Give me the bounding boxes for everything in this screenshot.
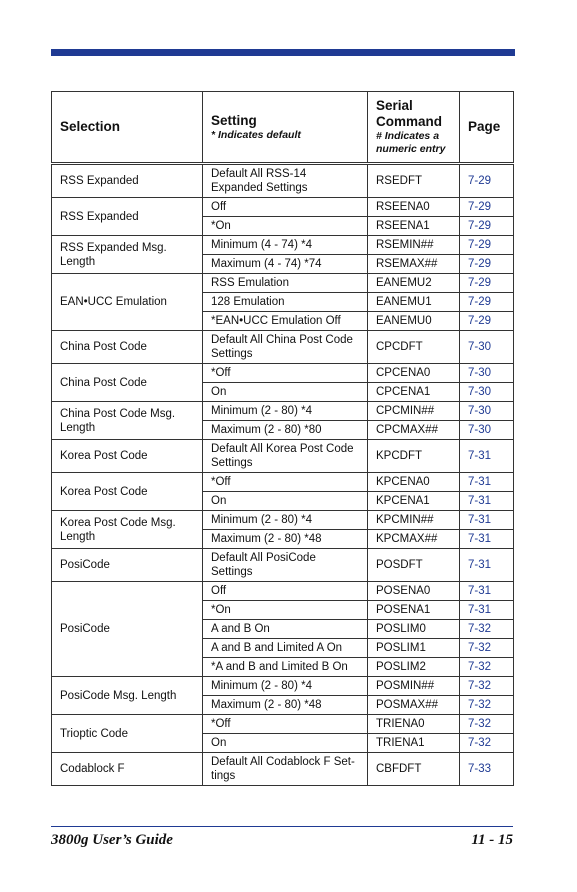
table-row [52,753,514,786]
setting-cell: *A and B and Limited B On [203,658,368,677]
table-row [52,440,514,473]
settings-table [51,91,514,786]
selection-cell: China Post Code Msg. Length [52,402,203,440]
command-cell: EANEMU2 [368,274,460,293]
page-link[interactable]: 7-32 [460,620,514,639]
selection-cell: RSS Expanded [52,164,203,198]
page-link[interactable]: 7-29 [460,236,514,255]
setting-cell: *Off [203,473,368,492]
page-link[interactable]: 7-31 [460,601,514,620]
page-link[interactable]: 7-29 [460,293,514,312]
command-cell: POSLIM1 [368,639,460,658]
selection-cell: PosiCode [52,582,203,677]
page-link[interactable]: 7-29 [460,217,514,236]
setting-cell: Minimum (2 - 80) *4 [203,402,368,421]
command-cell: RSEMAX## [368,255,460,274]
setting-cell: Default All China Post Code Settings [203,331,368,364]
footer-page-number: 11 - 15 [471,832,513,848]
setting-cell: Maximum (2 - 80) *48 [203,530,368,549]
page-link[interactable]: 7-33 [460,753,514,786]
command-cell: CPCDFT [368,331,460,364]
footer-rule [51,826,513,827]
setting-cell: Off [203,198,368,217]
command-cell: POSLIM2 [368,658,460,677]
page-link[interactable]: 7-31 [460,582,514,601]
page-link[interactable]: 7-31 [460,440,514,473]
selection-cell: Korea Post Code [52,473,203,511]
header-rule [51,49,515,56]
page-link[interactable]: 7-29 [460,164,514,198]
setting-cell: *EAN•UCC Emulation Off [203,312,368,331]
selection-cell: RSS Expanded [52,198,203,236]
command-cell: KPCDFT [368,440,460,473]
command-cell: EANEMU0 [368,312,460,331]
setting-cell: On [203,383,368,402]
page-link[interactable]: 7-29 [460,198,514,217]
command-cell: TRIENA1 [368,734,460,753]
setting-cell: *Off [203,364,368,383]
setting-cell: On [203,734,368,753]
setting-cell: Off [203,582,368,601]
setting-cell: Default All RSS-14 Expanded Settings [203,164,368,198]
table-row [52,236,514,255]
page-link[interactable]: 7-29 [460,312,514,331]
setting-cell: On [203,492,368,511]
footer-guide-title: 3800g User’s Guide [51,832,173,848]
setting-cell: RSS Emulation [203,274,368,293]
selection-cell: EAN•UCC Emulation [52,274,203,331]
setting-cell: *Off [203,715,368,734]
table-row [52,677,514,696]
command-cell: POSMAX## [368,696,460,715]
setting-cell: Maximum (4 - 74) *74 [203,255,368,274]
page-link[interactable]: 7-32 [460,696,514,715]
setting-note: * Indicates default [211,128,301,141]
setting-cell: Default All Codablock F Set-tings [203,753,368,786]
command-cell: CPCENA0 [368,364,460,383]
command-cell: KPCMIN## [368,511,460,530]
table-row [52,364,514,383]
table-row [52,198,514,217]
setting-cell: *On [203,217,368,236]
setting-cell: Maximum (2 - 80) *80 [203,421,368,440]
page-link[interactable]: 7-32 [460,658,514,677]
page-link[interactable]: 7-29 [460,255,514,274]
selection-cell: PosiCode [52,549,203,582]
table-row [52,274,514,293]
header-setting: Setting * Indicates default [203,92,368,164]
selection-cell: Korea Post Code Msg. Length [52,511,203,549]
page-link[interactable]: 7-31 [460,492,514,511]
command-cell: CBFDFT [368,753,460,786]
header-serial-command: Serial Command # Indicates a numeric entry [368,92,460,164]
command-cell: TRIENA0 [368,715,460,734]
command-cell: POSENA0 [368,582,460,601]
table-row [52,582,514,601]
command-cell: POSDFT [368,549,460,582]
command-cell: CPCMIN## [368,402,460,421]
page-link[interactable]: 7-30 [460,402,514,421]
command-cell: RSEENA1 [368,217,460,236]
command-cell: POSMIN## [368,677,460,696]
table-row [52,511,514,530]
command-cell: EANEMU1 [368,293,460,312]
page-link[interactable]: 7-32 [460,734,514,753]
page-link[interactable]: 7-32 [460,715,514,734]
command-cell: RSEDFT [368,164,460,198]
command-cell: CPCENA1 [368,383,460,402]
table-row [52,549,514,582]
setting-cell: Minimum (4 - 74) *4 [203,236,368,255]
page-link[interactable]: 7-30 [460,421,514,440]
page-link[interactable]: 7-29 [460,274,514,293]
page-link[interactable]: 7-30 [460,331,514,364]
setting-cell: *On [203,601,368,620]
page-link[interactable]: 7-31 [460,473,514,492]
command-cell: RSEENA0 [368,198,460,217]
page-link[interactable]: 7-31 [460,530,514,549]
page-link[interactable]: 7-30 [460,383,514,402]
page-link[interactable]: 7-31 [460,549,514,582]
header-selection: Selection [52,92,203,164]
selection-cell: China Post Code [52,364,203,402]
selection-cell: RSS Expanded Msg. Length [52,236,203,274]
page-link[interactable]: 7-32 [460,639,514,658]
table-row [52,331,514,364]
command-cell: CPCMAX## [368,421,460,440]
setting-cell: Minimum (2 - 80) *4 [203,677,368,696]
header-page: Page [460,92,514,164]
selection-cell: Korea Post Code [52,440,203,473]
selection-cell: China Post Code [52,331,203,364]
command-cell: RSEMIN## [368,236,460,255]
table-row [52,164,514,198]
selection-cell: Codablock F [52,753,203,786]
selection-cell: PosiCode Msg. Length [52,677,203,715]
table-row [52,473,514,492]
page-link[interactable]: 7-31 [460,511,514,530]
settings-table-wrap [51,91,513,786]
serial-note: # Indicates a numeric entry [376,130,446,155]
setting-cell: Default All PosiCode Settings [203,549,368,582]
command-cell: POSENA1 [368,601,460,620]
setting-cell: A and B On [203,620,368,639]
table-row [52,715,514,734]
selection-cell: Trioptic Code [52,715,203,753]
setting-cell: Default All Korea Post Code Settings [203,440,368,473]
setting-cell: A and B and Limited A On [203,639,368,658]
command-cell: KPCENA1 [368,492,460,511]
command-cell: KPCENA0 [368,473,460,492]
setting-cell: Maximum (2 - 80) *48 [203,696,368,715]
table-header-row [52,92,514,164]
page-link[interactable]: 7-32 [460,677,514,696]
table-row [52,402,514,421]
page-link[interactable]: 7-30 [460,364,514,383]
setting-cell: Minimum (2 - 80) *4 [203,511,368,530]
setting-cell: 128 Emulation [203,293,368,312]
command-cell: KPCMAX## [368,530,460,549]
command-cell: POSLIM0 [368,620,460,639]
